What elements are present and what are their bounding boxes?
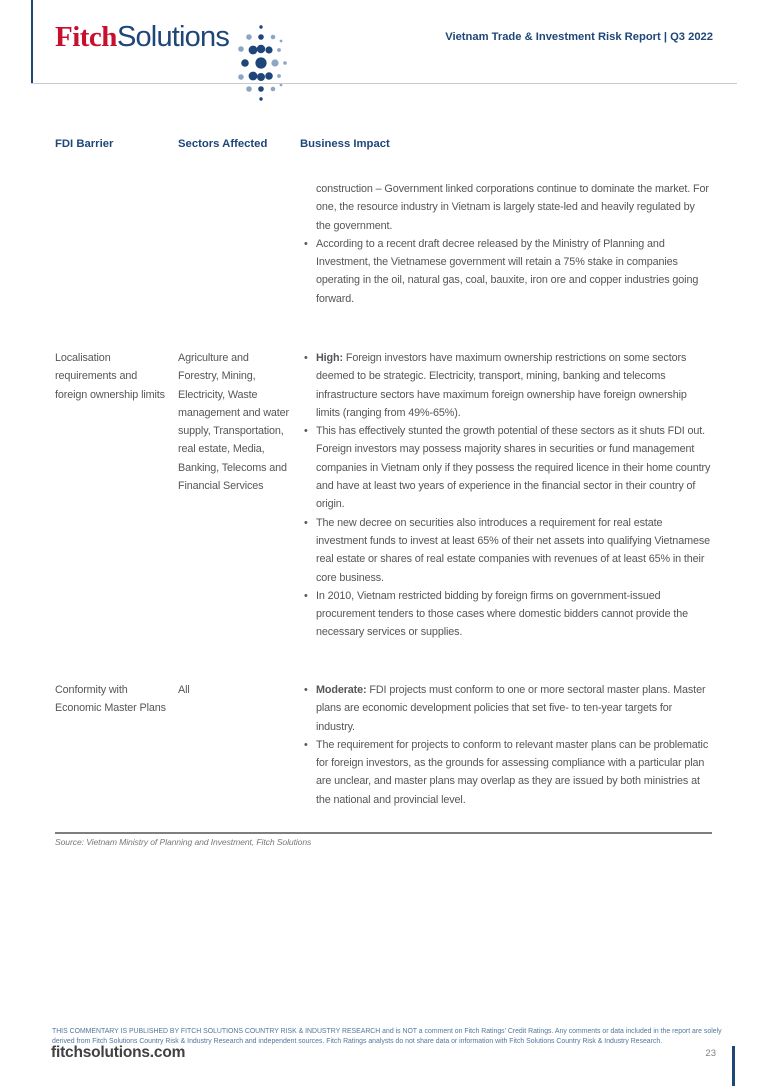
column-header-business-impact: Business Impact [300,138,390,150]
footer-site-link[interactable]: fitchsolutions.com [51,1044,186,1061]
source-divider [55,832,712,834]
business-impact-list [300,349,712,642]
table-row [55,349,712,642]
sectors-affected-cell: All [178,684,190,696]
impact-item: • Moderate: FDI projects must conform to one or more sectoral master plans. Master plans are economic development policies that set five- to ten-year targets for industry. [300,681,712,736]
impact-severity-label: Moderate: [316,684,370,696]
logo-fitch-text: Fitch [55,21,117,53]
header-left-rule [31,0,33,84]
logo-solutions-text: Solutions [116,21,230,53]
table-header-row [55,138,712,150]
fitch-solutions-logo [55,21,229,54]
page-number: 23 [705,1048,716,1059]
fdi-barrier-cell: Localisation requirements and foreign ownership limits [55,352,165,401]
table-row [55,180,712,308]
impact-item: • In 2010, Vietnam restricted bidding by foreign firms on government-issued procurement tenders to those cases where domestic bidders cannot provide the necessary services or supplies. [300,587,712,642]
source-note: Source: Vietnam Ministry of Planning and Investment, Fitch Solutions [55,837,312,847]
impact-item: • The requirement for projects to conform to relevant master plans can be problematic for foreign investors, as the grounds for assessing compliance with a particular plan are unclear, and master plans may overlap as they are issued by both ministries at the national and provincial level. [300,736,712,809]
table-row [55,681,712,809]
sectors-affected-cell: Agriculture and Forestry, Mining, Electricity, Waste management and water supply, Transportation, real estate, Media, Banking, Telecoms and Financial Services [178,352,290,493]
impact-item: • According to a recent draft decree released by the Ministry of Planning and Investment, the Vietnamese government will retain a 75% stake in companies operating in the oil, natural gas, coal, bauxite, iron ore and copper industries going forward. [300,235,712,308]
header-divider [31,83,737,84]
footer-disclaimer: THIS COMMENTARY IS PUBLISHED BY FITCH SOLUTIONS COUNTRY RISK & INDUSTRY RESEARCH and is NOT a comment on Fitch Ratings' Credit Ratings. Any comments or data included in the report are solely derived from Fitch Solutions Country Risk & Industry Research and independent sources. Fitch Ratings analysts do not share data or information with Fitch Solutions Country Risk & Industry Research. [52,1028,722,1045]
impact-severity-label: High: [316,352,346,364]
column-header-sectors-affected: Sectors Affected [178,138,268,150]
impact-item: • High: Foreign investors have maximum ownership restrictions on some sectors deemed to be strategic. Electricity, transport, mining, banking and telecoms infrastructure sectors have maximum foreign ownership have foreign ownership limits (ranging from 49%-65%). [300,349,712,422]
report-title: Vietnam Trade & Investment Risk Report | Q3 2022 [445,31,713,43]
footer-right-rule [732,1046,735,1086]
impact-item: • The new decree on securities also introduces a requirement for real estate investment funds to invest at least 65% of their net assets into qualifying Vietnamese real estate or shares of real estate companies with revenues of at least 65% in their core business. [300,514,712,587]
sectors-affected-cell [178,180,300,308]
fdi-barrier-cell [55,180,178,308]
impact-item: construction – Government linked corporations continue to dominate the market. For one, the resource industry in Vietnam is largely state-led and heavily regulated by the government. [316,183,709,232]
business-impact-list [300,180,712,308]
business-impact-list [300,681,712,809]
fdi-barrier-cell: Conformity with Economic Master Plans [55,684,166,715]
logo-dots-icon [230,23,292,103]
column-header-fdi-barrier: FDI Barrier [55,138,114,150]
impact-item: • This has effectively stunted the growth potential of these sectors as it shuts FDI out. Foreign investors may possess majority shares in securities or fund management companies in Vietnam only if they possess the required licence in their home country and have at least two years of experience in the financial sector in their country of origin. [300,422,712,513]
